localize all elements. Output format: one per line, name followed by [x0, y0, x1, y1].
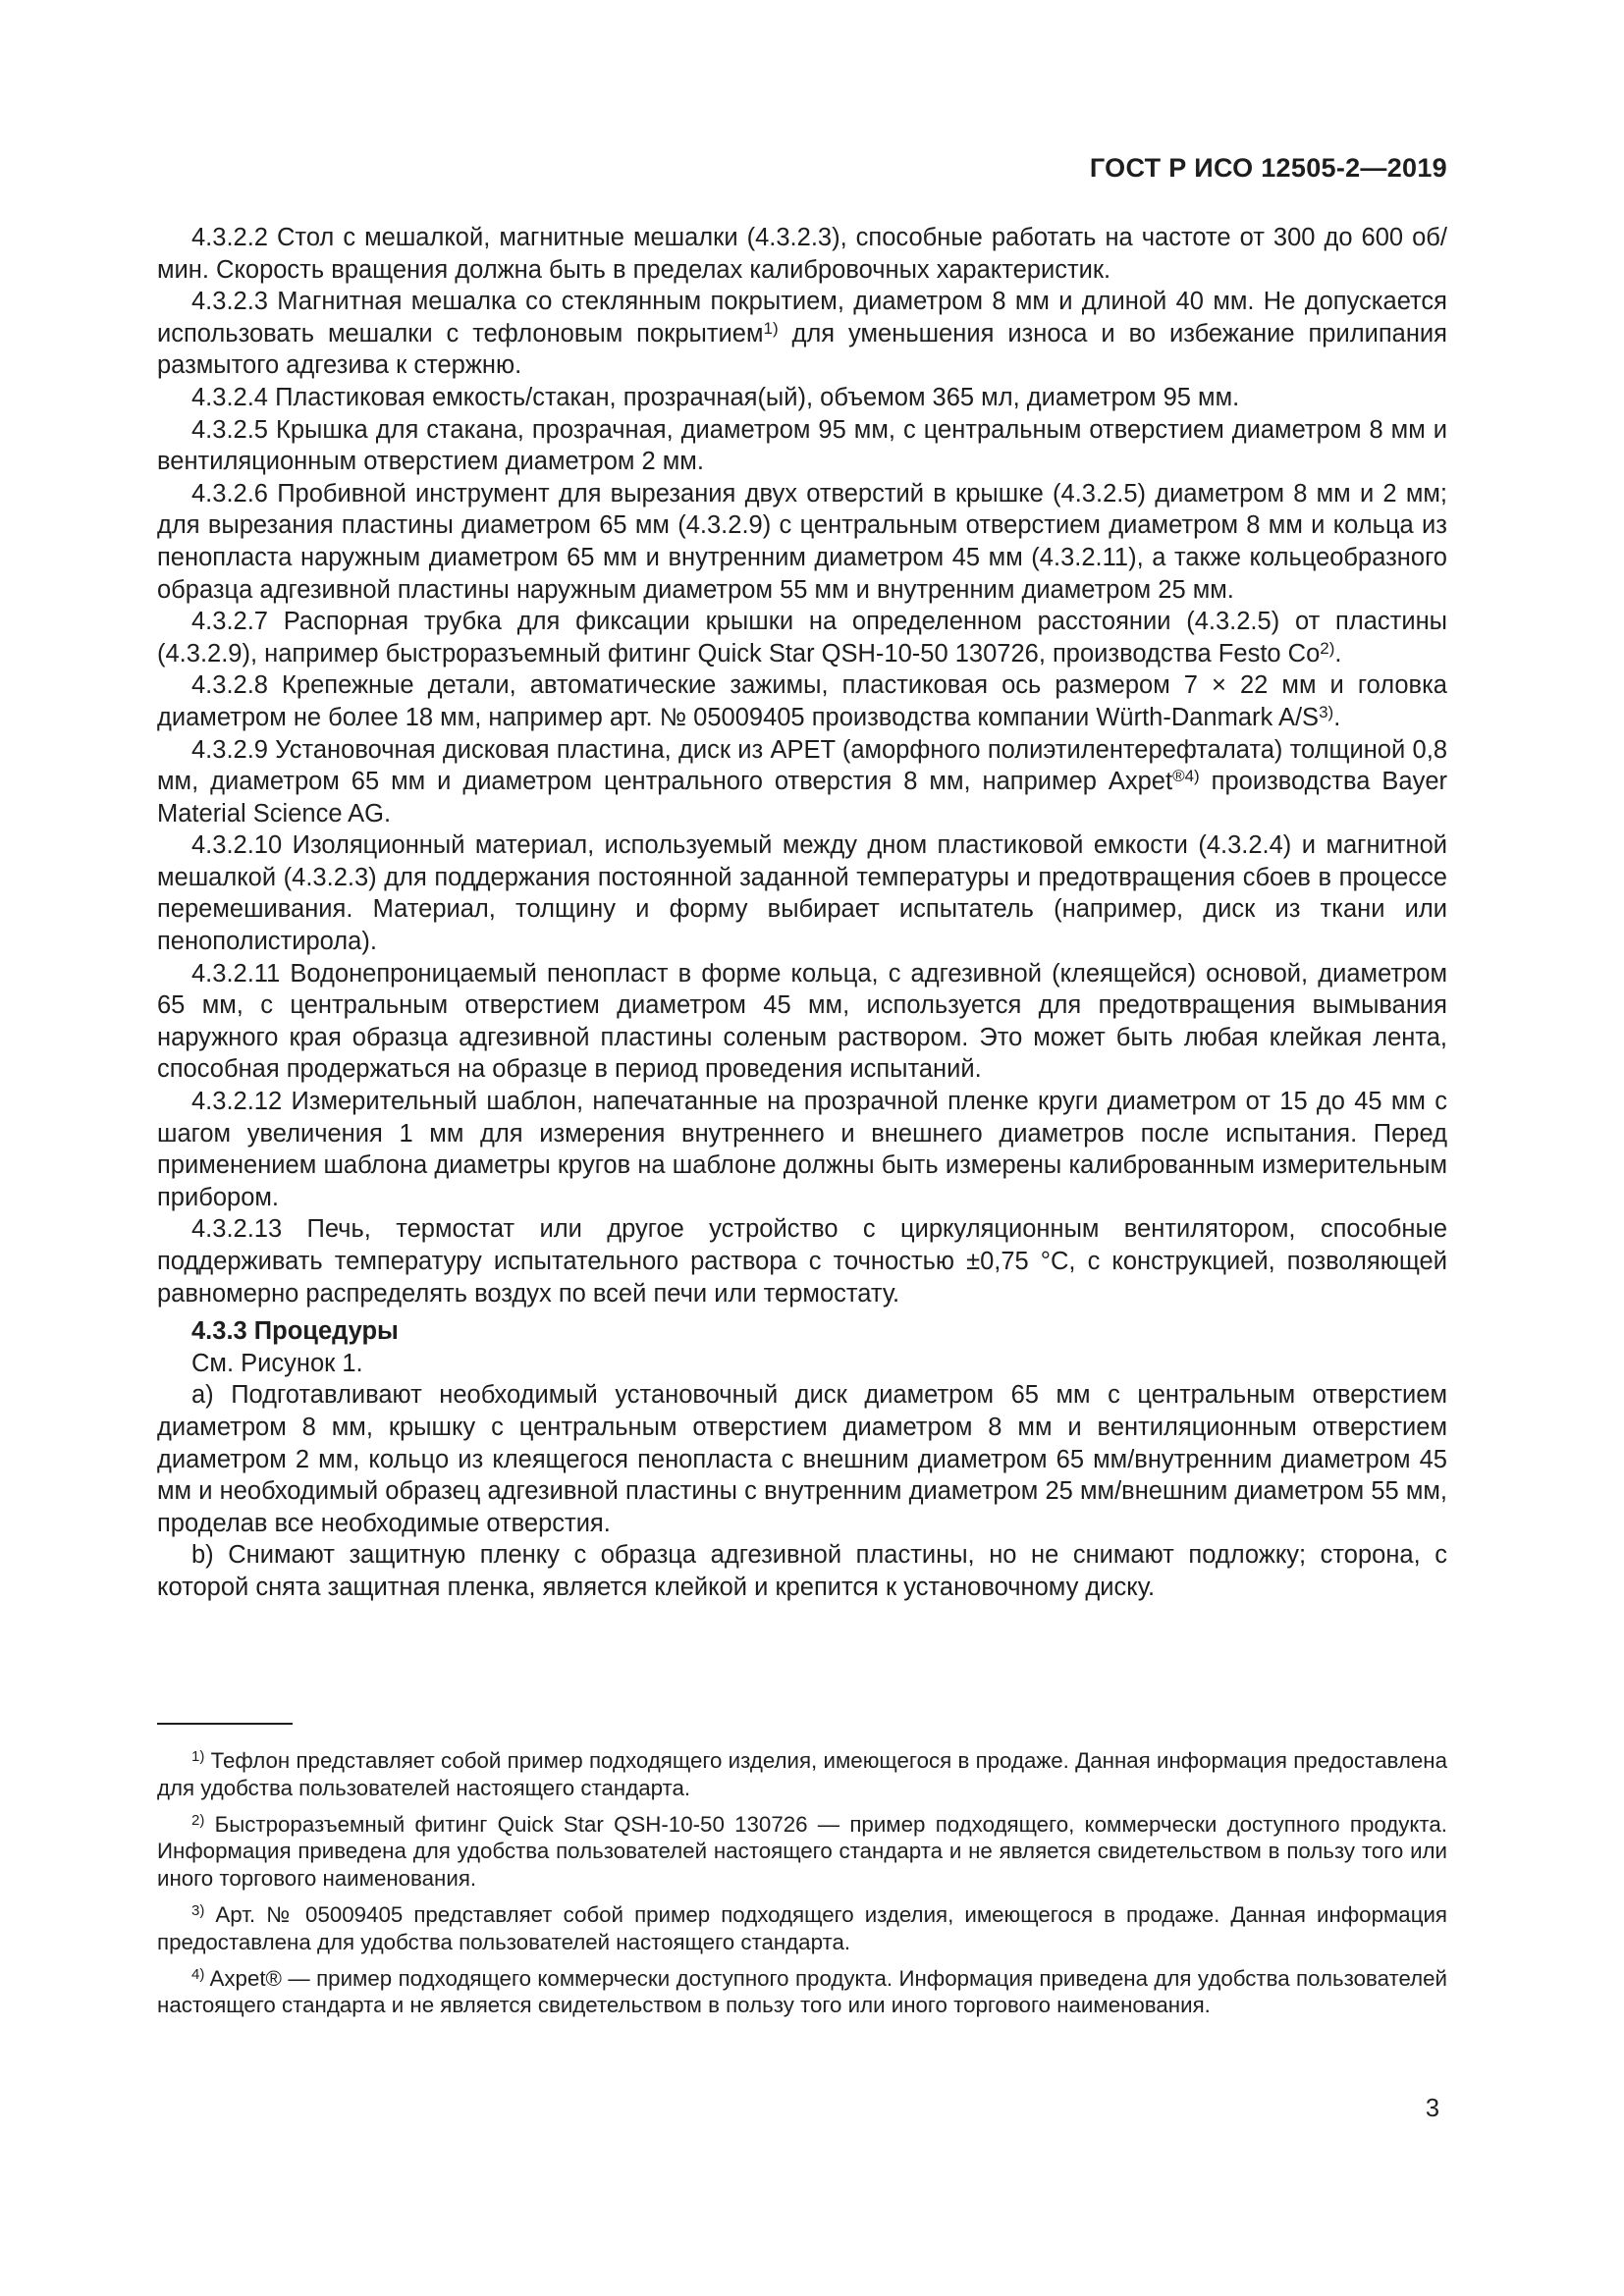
paragraph-4-3-2-8: 4.3.2.8 Крепежные детали, автоматические зажимы, пластиковая ось размером 7 × 22 мм и головка диаметром не более 18 мм, например арт. № 05009405 производства компании Würth-Danmark $A/S^{3)}$. — [157, 671, 1447, 731]
footnotes — [157, 1747, 1447, 2028]
footnote-ref-1: 1) — [763, 318, 779, 338]
paragraph-4-3-2-9: 4.3.2.9 Установочная дисковая пластина, диск из APET (аморфного полиэтилентерефталата) толщиной 0,8 мм, диаметром 65 мм и диаметром центрального отверстия 8 мм, например Axpet$^{®4)}$ производства Bayer Material Science AG. — [157, 735, 1447, 828]
footnote-4: $^{4)}$ Axpet® — пример подходящего коммерчески доступного продукта. Информация приведена для удобства пользователей настоящего стандарта и не является свидетельством в пользу того или иного торгового наименования. — [157, 1965, 1447, 2018]
document-body — [157, 222, 1447, 1604]
paragraph-step-a: a) Подготавливают необходимый установочный диск диаметром 65 мм с центральным отверстием диаметром 8 мм, крышку с центральным отверстием диаметром 8 мм и вентиляционным отверстием диаметром 2 мм, кольцо из клеящегося пенопласта с внешним диаметром 65 мм/внутренним диаметром 45 мм и необходимый образец адгезивной пластины с внутренним диаметром 25 мм/внешним диаметром 55 мм, проделав все необходимые отверстия. — [157, 1381, 1447, 1537]
paragraph-4-3-2-6: 4.3.2.6 Пробивной инструмент для вырезания двух отверстий в крышке (4.3.2.5) диаметром 8 мм и 2 мм; для вырезания пластины диаметром 65 мм (4.3.2.9) с центральным отверстием диаметром 8 мм и кольца из пенопласта наружным диаметром 65 мм и внутренним диаметром 45 мм (4.3.2.11), а также кольцеобразного образца адгезивной пластины наружным диаметром 55 мм и внутренним диаметром 25 мм. — [157, 479, 1447, 604]
paragraph-4-3-2-5: 4.3.2.5 Крышка для стакана, прозрачная, диаметром 95 мм, с центральным отверстием диаметром 8 мм и вентиляционным отверстием диаметром 2 мм. — [157, 415, 1447, 476]
paragraph-see-figure: См. Рисунок 1. — [191, 1349, 363, 1377]
footnote-ref-4: ®4) — [1172, 767, 1200, 786]
footnote-ref-2: 2) — [1320, 638, 1335, 658]
section-heading-4-3-3: 4.3.3 Процедуры — [191, 1317, 399, 1346]
footnote-3: $^{3)}$ Арт. № 05009405 представляет собой пример подходящего изделия, имеющегося в продаже. Данная информация предоставлена для удобства пользователей настоящего стандарта. — [157, 1901, 1447, 1954]
paragraph-4-3-2-7: 4.3.2.7 Распорная трубка для фиксации крышки на определенном расстоянии (4.3.2.5) от пластины (4.3.2.9), например быстроразъемный фитинг Quick Star QSH-10-50 130726, производства Festo Co$^{2)}$. — [157, 608, 1447, 667]
paragraph-4-3-2-10: 4.3.2.10 Изоляционный материал, используемый между дном пластиковой емкости (4.3.2.4) и магнитной мешалкой (4.3.2.3) для поддержания постоянной заданной температуры и предотвращения сбоев в процессе перемешивания. Материал, толщину и форму выбирает испытатель (например, диск из ткани или пенополистирола). — [157, 831, 1447, 956]
footnote-ref-3: 3) — [1319, 702, 1334, 721]
footnote-2: $^{2)}$ Быстроразъемный фитинг Quick Star QSH-10-50 130726 — пример подходящего, коммерчески доступного продукта. Информация приведена для удобства пользователей настоящего стандарта и не является свидетельством в пользу того или иного торгового наименования. — [157, 1811, 1447, 1892]
paragraph-step-b: b) Снимают защитную пленку с образца адгезивной пластины, но не снимают подложку; сторона, с которой снята защитная пленка, является клейкой и крепится к установочному диску. — [157, 1541, 1447, 1601]
paragraph-4-3-2-3: 4.3.2.3 Магнитная мешалка со стеклянным покрытием, диаметром 8 мм и длиной 40 мм. Не допускается использовать мешалки с тефлоновым покрытием$^{1)}$ для уменьшения износа и во избежание прилипания размытого адгезива к стержню. — [157, 288, 1447, 380]
paragraph-4-3-2-12: 4.3.2.12 Измерительный шаблон, напечатанные на прозрачной пленке круги диаметром от 15 до 45 мм с шагом увеличения 1 мм для измерения внутреннего и внешнего диаметров после испытания. Перед применением шаблона диаметры кругов на шаблоне должны быть измерены калиброванным измерительным прибором. — [157, 1088, 1447, 1211]
paragraph-4-3-2-13: 4.3.2.13 Печь, термостат или другое устройство с циркуляционным вентилятором, способные поддерживать температуру испытательного раствора с точностью ±0,75 °С, с конструкцией, позволяющей равномерно распределять воздух по всей печи или термостату. — [157, 1215, 1447, 1308]
page-number: 3 — [1425, 2095, 1439, 2122]
paragraph-4-3-2-4: 4.3.2.4 Пластиковая емкость/стакан, прозрачная(ый), объемом 365 мл, диаметром 95 мм. — [191, 383, 1240, 411]
paragraph-4-3-2-11: 4.3.2.11 Водонепроницаемый пенопласт в форме кольца, с адгезивной (клеящейся) основой, диаметром 65 мм, с центральным отверстием диаметром 45 мм, используется для предотвращения вымывания наружного края образца адгезивной пластины соленым раствором. Это может быть любая клейкая лента, способная продержаться на образце в период проведения испытаний. — [157, 959, 1447, 1084]
footnote-divider — [157, 1723, 293, 1725]
document-header: ГОСТ Р ИСО 12505-2—2019 — [1089, 153, 1447, 183]
paragraph-4-3-2-2: 4.3.2.2 Стол с мешалкой, магнитные мешалки (4.3.2.3), способные работать на частоте от 300 до 600 об/мин. Скорость вращения должна быть в пределах калибровочных характеристик. — [157, 224, 1447, 284]
footnote-1: $^{1)}$ Тефлон представляет собой пример подходящего изделия, имеющегося в продаже. Данная информация предоставлена для удобства пользователей настоящего стандарта. — [157, 1748, 1447, 1800]
